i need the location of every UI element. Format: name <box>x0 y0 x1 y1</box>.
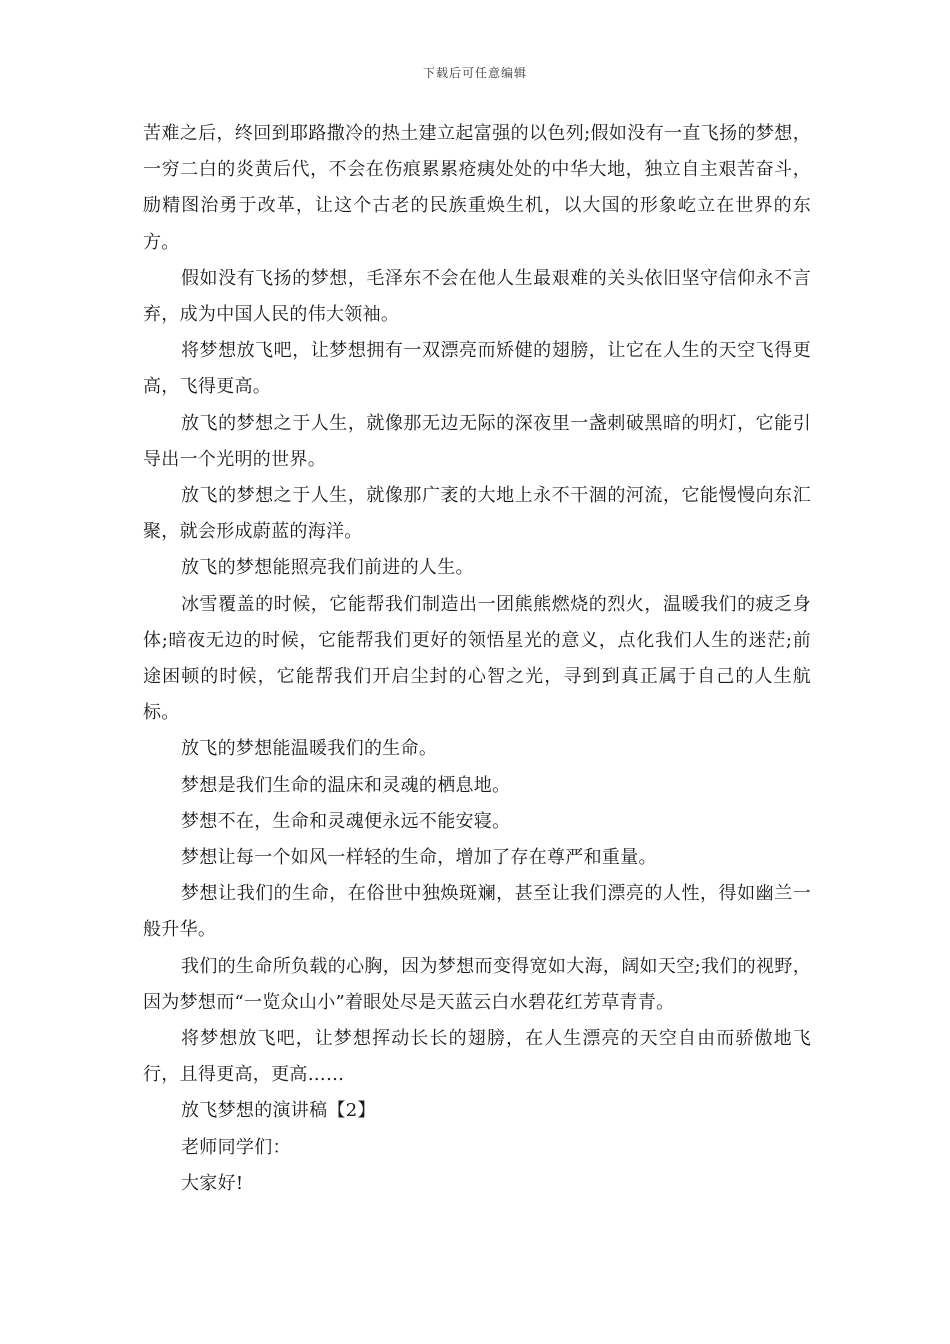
paragraph: 苦难之后，终回到耶路撒冷的热土建立起富强的以色列;假如没有一直飞扬的梦想，一穷二白的炎黄后代，不会在伤痕累累疮痍处处的中华大地，独立自主艰苦奋斗，励精图治勇于改革，让这个古老的民族重焕生机，以大国的形象屹立在世界的东方。 <box>143 123 811 253</box>
paragraph: 我们的生命所负载的心胸，因为梦想而变得宽如大海，阔如天空;我们的视野，因为梦想而“一览众山小”着眼处尽是天蓝云白水碧花红芳草青青。 <box>143 955 811 1013</box>
salutation: 老师同学们： <box>181 1136 291 1158</box>
greeting: 大家好! <box>181 1172 244 1194</box>
paragraph: 梦想让每一个如风一样轻的生命，增加了存在尊严和重量。 <box>181 847 657 869</box>
paragraph: 放飞的梦想之于人生，就像那广袤的大地上永不干涸的河流，它能慢慢向东汇聚，就会形成蔚蓝的海洋。 <box>143 485 811 543</box>
paragraph: 放飞的梦想之于人生，就像那无边无际的深夜里一盏刺破黑暗的明灯，它能引导出一个光明的世界。 <box>143 412 811 470</box>
paragraph: 梦想是我们生命的温床和灵魂的栖息地。 <box>181 774 511 796</box>
paragraph: 将梦想放飞吧，让梦想挥动长长的翅膀，在人生漂亮的天空自由而骄傲地飞行，且得更高，更高…… <box>143 1028 811 1086</box>
paragraph: 冰雪覆盖的时候，它能帮我们制造出一团熊熊燃烧的烈火，温暖我们的疲乏身体;暗夜无边的时候，它能帮我们更好的领悟星光的意义，点化我们人生的迷茫;前途困顿的时候，它能帮我们开启尘封的心智之光，寻到到真正属于自己的人生航标。 <box>143 593 811 724</box>
paragraph: 放飞的梦想能照亮我们前进的人生。 <box>181 557 474 579</box>
document-body <box>143 116 811 1202</box>
section-heading: 放飞梦想的演讲稿【2】 <box>181 1100 376 1122</box>
page-header: 下载后可任意编辑 <box>422 66 527 80</box>
paragraph: 假如没有飞扬的梦想，毛泽东不会在他人生最艰难的关头依旧坚守信仰永不言弃，成为中国人民的伟大领袖。 <box>143 267 811 326</box>
paragraph: 放飞的梦想能温暖我们的生命。 <box>181 738 438 760</box>
paragraph: 梦想不在，生命和灵魂便永远不能安寝。 <box>181 810 511 832</box>
paragraph: 梦想让我们的生命，在俗世中独焕斑斓，甚至让我们漂亮的人性，得如幽兰一般升华。 <box>143 883 811 941</box>
paragraph: 将梦想放飞吧，让梦想拥有一双漂亮而矫健的翅膀，让它在人生的天空飞得更高，飞得更高。 <box>143 340 811 398</box>
